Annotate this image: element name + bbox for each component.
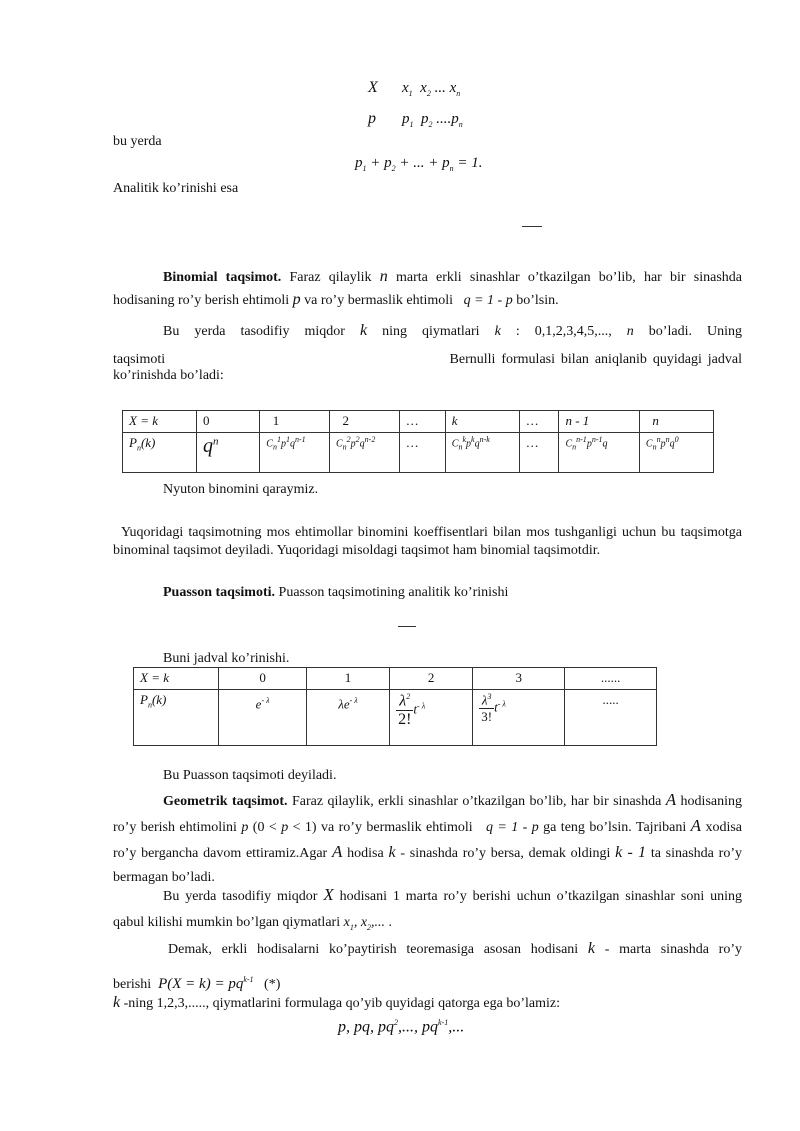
p-row-values: $p_1$ $p_2$ $....p_n$ — [402, 111, 463, 129]
bu-yerda-text: bu yerda — [113, 134, 162, 149]
geometric-paragraph-1: Geometrik taqsimot. Faraz qilaylik, erkli sinashlar o’tkazilgan bo’lib, har bir sinashda A hodisaning ro’y berish ehtimolini p (0 < p < 1) va ro’y bermaslik ehtimoli q = 1 - p ga teng bo’lsin. Tajribani A xodisa ro’y bergancha davom ettiramiz.Agar A hodisa k - sinashda ro’y bersa, demak oldingi k - 1 ta sinashda ro’y bermagan bo’ladi. — [113, 790, 743, 885]
geometric-paragraph-3: Demak, erkli hodisalarni ko’paytirish teoremasiga asosan hodisani k - marta sinashda ro’y berishi $P(X = k) = pq^{k-1}$ (*) — [113, 940, 742, 992]
poisson-header-cell: 2 — [390, 668, 473, 690]
poisson-intro: Puasson taqsimotining analitik ko’rinishi — [278, 585, 509, 600]
binomial-header-cell: k — [445, 411, 519, 433]
binomial-heading: Binomial taqsimot. — [163, 270, 282, 285]
p-row-label: p — [368, 110, 376, 127]
binomial-paragraph-2: Bu yerda tasodifiy miqdor k ning qiymatlari k : 0,1,2,3,4,5,..., n bo’ladi. Uning taqsimoti Bernulli formulasi bilan aniqlanib quyidagi jadval ko’rinishda bo’ladi: — [113, 322, 742, 383]
binomial-header-cell: 1 — [260, 411, 330, 433]
poisson-cell: ..... — [565, 690, 657, 746]
binomial-table — [122, 410, 714, 473]
binomial-header-cell: 0 — [197, 411, 260, 433]
poisson-header-cell: 1 — [306, 668, 389, 690]
poisson-cell: $\lambda e^{- \lambda}$ — [306, 690, 389, 746]
binomial-cell: $C_n^1p^1q^{n-1}$ — [260, 433, 330, 473]
sum-formula: $p_1 + p_2$ + ... + $p_n = 1$. — [355, 155, 483, 173]
poisson-cell: $\frac{\lambda^2}{2!}$ $t^{- \lambda}$ — [390, 690, 473, 746]
binomial-row-label: $P_n(k)$ — [123, 433, 197, 473]
x-row-values: $x_1$ $x_2$ ... $x_n$ — [402, 80, 461, 98]
poisson-cell: $e^{- \lambda}$ — [219, 690, 307, 746]
binomial-header-cell: n — [639, 411, 713, 433]
nyuton-text: Nyuton binomini qaraymiz. — [163, 482, 319, 497]
binomial-header-cell: 2 — [329, 411, 399, 433]
geometric-heading: Geometrik taqsimot. — [163, 794, 288, 809]
binomial-cell: $q^n$ — [197, 433, 260, 473]
poisson-header-cell: 0 — [219, 668, 307, 690]
geometric-series: p, pq, $pq^2$,..., $pq^{k-1}$,... — [338, 1018, 465, 1036]
poisson-header-cell: 3 — [473, 668, 565, 690]
analitik-text: Analitik ko’rinishi esa — [113, 181, 239, 196]
binomial-cell: … — [519, 433, 559, 473]
geometric-paragraph-4: k -ning 1,2,3,....., qiymatlarini formulaga qo’yib quyidagi qatorga ega bo’lamiz: — [113, 994, 560, 1011]
geometric-paragraph-2: Bu yerda tasodifiy miqdor X hodisani 1 marta ro’y berishi uchun o’tkazilgan sinashlar soni uning qabul kilishi mumkin bo’lgan qiymatlari $x_1$, $x_2$,... . — [113, 885, 742, 932]
poisson-caption: Bu Puasson taqsimoti deyiladi. — [163, 768, 337, 783]
x-row-label: X — [368, 79, 378, 96]
binomial-cell: $C_n^np^nq^0$ — [639, 433, 713, 473]
poisson-header-cell: X = k — [134, 668, 219, 690]
poisson-row-label: $P_n(k)$ — [134, 690, 219, 746]
jadval-text: Buni jadval ko’rinishi. — [163, 651, 290, 666]
binomial-header-cell: n - 1 — [559, 411, 639, 433]
poisson-header-cell: ...... — [565, 668, 657, 690]
poisson-paragraph — [113, 582, 742, 604]
binomial-header-cell: X = k — [123, 411, 197, 433]
poisson-cell: $\frac{\lambda^3}{3!}$ $t^{- \lambda}$ — [473, 690, 565, 746]
binomial-header-cell: … — [399, 411, 445, 433]
binomial-paragraph-1: Binomial taqsimot. Faraz qilaylik n marta erkli sinashlar o’tkazilgan bo’lib, har bir sinashda hodisaning ro’y berish ehtimoli p va ro’y bermaslik ehtimoli q = 1 - p bo’lsin. — [113, 268, 742, 308]
binomial-cell: $C_n^2p^2q^{n-2}$ — [329, 433, 399, 473]
binomial-header-cell: … — [519, 411, 559, 433]
formula-bar — [522, 226, 542, 227]
poisson-table — [133, 667, 657, 746]
binomial-cell: … — [399, 433, 445, 473]
binomial-cell: $C_n^kp^kq^{n-k}$ — [445, 433, 519, 473]
binomial-cell: $C_n^{n-1}p^{n-1}q$ — [559, 433, 639, 473]
binomial-after-paragraph: Yuqoridagi taqsimotning mos ehtimollar binomini koeffisentlari bilan mos tushganligi uchun bu taqsimotga binominal taqsimot deyiladi. Yuqoridagi misoldagi taqsimot ham binomial taqsimotdir. — [113, 525, 742, 558]
poisson-formula-bar — [398, 626, 416, 627]
poisson-heading: Puasson taqsimoti. — [163, 585, 276, 600]
